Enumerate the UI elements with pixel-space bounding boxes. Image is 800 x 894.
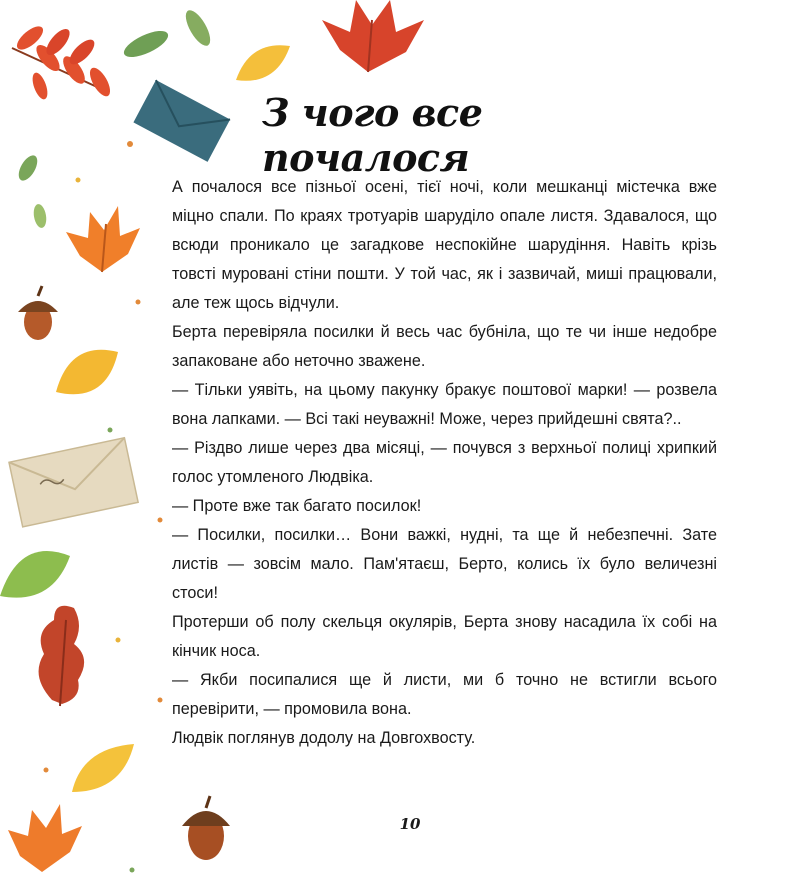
- yellow-leaf-icon: [236, 45, 290, 81]
- acorn-icon: [182, 796, 230, 860]
- green-leaf-icon: [15, 152, 41, 183]
- envelope-icon: [9, 438, 138, 527]
- maple-leaf-icon: [66, 206, 140, 272]
- paragraph: — Тільки уявіть, на цьому пакунку бракує поштової марки! — розвела вона лапками. — Всі такі неуважні! Може, через прийдешні свята?..: [172, 381, 717, 428]
- oak-leaf-icon: [39, 606, 85, 706]
- paragraph: Людвік поглянув додолу на Довгохвосту.: [172, 729, 476, 747]
- green-leaf-icon: [32, 203, 48, 229]
- paragraph: Протерши об полу скельця окулярів, Берта знову насадила їх собі на кінчик носа.: [172, 613, 717, 660]
- yellow-leaf-icon: [56, 350, 118, 395]
- paragraph: Берта перевіряла посилки й весь час бубніла, що те чи інше недобре запаковане або неточно зважене.: [172, 323, 717, 370]
- green-leaf-icon: [120, 26, 171, 63]
- green-leaf-icon: [181, 7, 215, 50]
- green-leaf-icon: [0, 551, 70, 598]
- page-number: 10: [399, 815, 421, 833]
- chapter-body: [172, 173, 717, 753]
- paragraph: — Якби посипалися ще й листи, ми б точно не встигли всього перевірити, — промовила вона.: [172, 671, 717, 718]
- paragraph: — Проте вже так багато посилок!: [172, 497, 422, 515]
- acorn-icon: [18, 286, 58, 340]
- maple-leaf-icon: [8, 804, 82, 872]
- red-leaf-branch-icon: [12, 22, 114, 101]
- paragraph: А почалося все пізньої осені, тієї ночі, коли мешканці містечка вже міцно спали. По краях тротуарів шаруділо опале листя. Здавалося, що всюди проникало це загадкове неспокійне шарудіння. Навіть крізь товсті муровані стіни пошти. У той час, як і зазвичай, миші працювали, але теж щось відчули.: [172, 178, 717, 312]
- paragraph: — Посилки, посилки… Вони важкі, нудні, та ще й небезпечні. Зате листів — зовсім мало. Пам'ятаєш, Берто, колись їх було величезні стоси!: [172, 526, 717, 602]
- chapter-title: З чого все почалося: [262, 90, 483, 180]
- maple-leaf-icon: [322, 0, 424, 72]
- yellow-leaf-icon: [72, 744, 134, 792]
- blue-envelope-icon: [133, 80, 230, 162]
- paragraph: — Різдво лише через два місяці, — почувся з верхньої полиці хрипкий голос утомленого Людвіка.: [172, 439, 717, 486]
